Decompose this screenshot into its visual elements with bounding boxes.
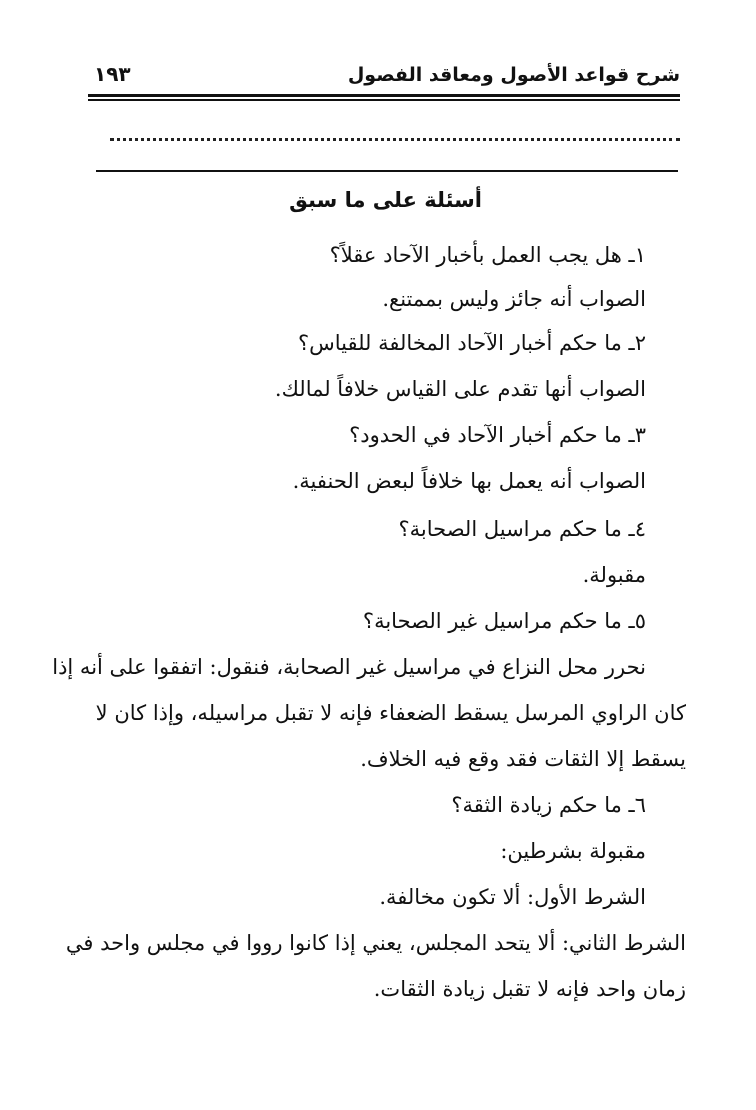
footnote-separator-rule [96,170,678,172]
answer-5-line-2: كان الراوي المرسل يسقط الضعفاء فإنه لا تقبل مراسيله، وإذا كان لا [95,701,686,725]
question-6: ٦ـ ما حكم زيادة الثقة؟ [451,793,646,817]
footnote-dotted-line [110,138,680,141]
question-1: ١ـ هل يجب العمل بأخبار الآحاد عقلاً؟ [329,243,646,267]
question-3: ٣ـ ما حكم أخبار الآحاد في الحدود؟ [349,423,646,447]
answer-5-line-3: يسقط إلا الثقات فقد وقع فيه الخلاف. [360,747,686,771]
page-number: ١٩٣ [94,62,131,86]
header-rule-thick [88,94,680,97]
question-2: ٢ـ ما حكم أخبار الآحاد المخالفة للقياس؟ [297,331,646,355]
answer-5-line-1: نحرر محل النزاع في مراسيل غير الصحابة، فنقول: اتفقوا على أنه إذا [52,655,646,679]
book-title: شرح قواعد الأصول ومعاقد الفصول [347,64,680,86]
answer-6-line-1: مقبولة بشرطين: [500,839,646,863]
condition-2-line-2: زمان واحد فإنه لا تقبل زيادة الثقات. [373,977,686,1001]
answer-4: مقبولة. [582,563,646,587]
condition-2-line-1: الشرط الثاني: ألا يتحد المجلس، يعني إذا كانوا رووا في مجلس واحد في [65,931,686,955]
answer-2: الصواب أنها تقدم على القياس خلافاً لمالك. [274,377,646,401]
header-rule-thin [88,99,680,101]
running-header [88,60,680,94]
question-5: ٥ـ ما حكم مراسيل غير الصحابة؟ [362,609,646,633]
answer-1: الصواب أنه جائز وليس بممتنع. [382,287,646,311]
section-title: أسئلة على ما سبق [289,188,482,212]
condition-1: الشرط الأول: ألا تكون مخالفة. [379,885,646,909]
answer-3: الصواب أنه يعمل بها خلافاً لبعض الحنفية. [292,469,646,493]
question-4: ٤ـ ما حكم مراسيل الصحابة؟ [398,517,646,541]
